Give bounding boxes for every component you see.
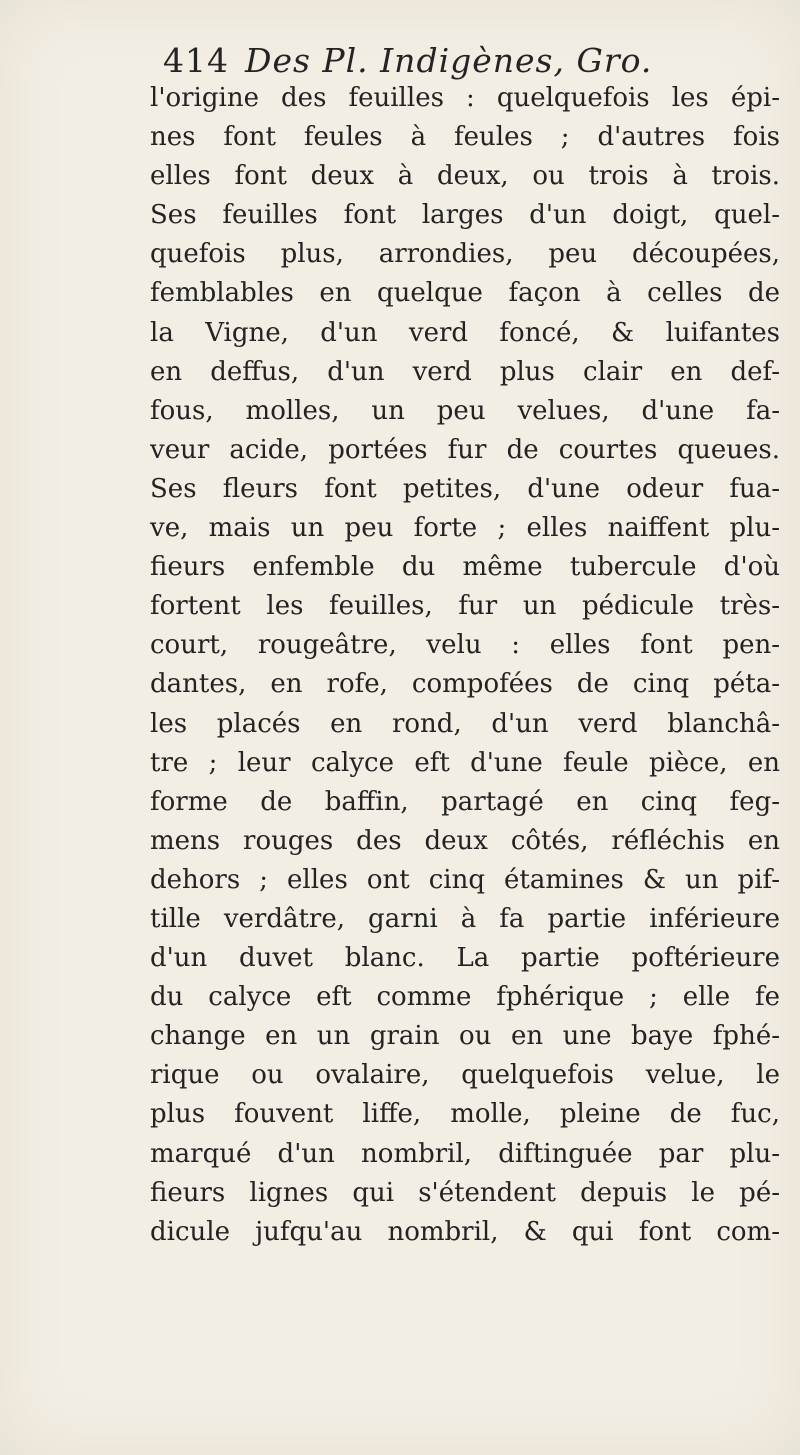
text-line: fieurs lignes qui s'étendent depuis le pé- [150,1177,780,1208]
text-line: dehors ; elles ont cinq étamines & un pif- [150,864,780,895]
text-line: marqué d'un nombril, diftinguée par plu- [150,1138,780,1169]
text-line: mens rouges des deux côtés, réfléchis en [150,825,780,856]
text-line: fieurs enfemble du même tubercule d'où [150,552,780,583]
text-line: dantes, en rofe, compofées de cinq péta- [150,669,780,700]
text-line: en deffus, d'un verd plus clair en def- [150,356,780,387]
text-line: dicule jufqu'au nombril, & qui font com- [150,1216,780,1247]
text-line: les placés en rond, d'un verd blanchâ- [150,708,780,739]
body-text [150,79,780,1252]
text-line: l'origine des feuilles : quelquefois les épi- [150,83,780,113]
running-header [163,38,793,84]
text-line: forme de baffin, partagé en cinq feg- [150,786,780,817]
text-line: veur acide, portées fur de courtes queues. [150,434,780,465]
text-line: tre ; leur calyce eft d'une feule pièce, en [150,747,780,778]
text-line: fortent les feuilles, fur un pédicule très- [150,591,780,622]
text-line: rique ou ovalaire, quelquefois velue, le [150,1060,780,1091]
text-line: elles font deux à deux, ou trois à trois. [150,161,780,192]
text-line: change en un grain ou en une baye fphé- [150,1021,780,1052]
text-line: fous, molles, un peu velues, d'une fa- [150,395,780,426]
text-line: Ses fleurs font petites, d'une odeur fua- [150,473,780,504]
text-line: ve, mais un peu forte ; elles naiffent plu- [150,513,780,544]
text-line: plus fouvent liffe, molle, pleine de fuc, [150,1099,780,1130]
text-line: quefois plus, arrondies, peu découpées, [150,239,780,270]
text-line: nes font feules à feules ; d'autres fois [150,122,780,153]
text-line: femblables en quelque façon à celles de [150,278,780,309]
text-line: tille verdâtre, garni à fa partie inférieure [150,903,780,934]
page-number: 414 [163,41,229,80]
text-line: la Vigne, d'un verd foncé, & luifantes [150,317,780,348]
text-line: d'un duvet blanc. La partie poftérieure [150,943,780,974]
text-line: Ses feuilles font larges d'un doigt, quel- [150,200,780,231]
text-line: court, rougeâtre, velu : elles font pen- [150,630,780,661]
text-line: du calyce eft comme fphérique ; elle fe [150,982,780,1013]
running-title: Des Pl. Indigènes, Gro. [245,41,653,80]
